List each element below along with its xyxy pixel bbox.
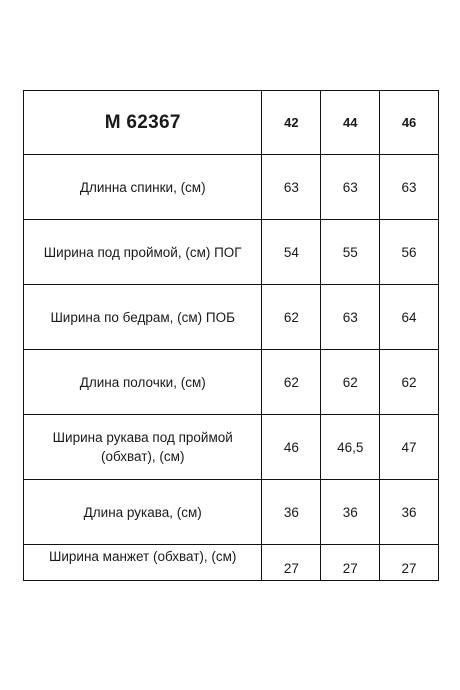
value-cell: 56 [380, 220, 439, 285]
table-row [24, 350, 439, 415]
row-label-sleeve-length: Длина рукава, (см) [24, 480, 262, 545]
value-cell: 62 [321, 350, 380, 415]
value-cell: 27 [321, 545, 380, 581]
table-header-row [24, 91, 439, 155]
row-label-front-length: Длина полочки, (см) [24, 350, 262, 415]
value-cell: 36 [321, 480, 380, 545]
size-chart-table [23, 90, 439, 581]
row-label-hip-width: Ширина по бедрам, (см) ПОБ [24, 285, 262, 350]
table-row [24, 285, 439, 350]
value-cell: 62 [380, 350, 439, 415]
value-cell: 62 [262, 285, 321, 350]
value-cell: 55 [321, 220, 380, 285]
value-cell: 62 [262, 350, 321, 415]
value-cell: 54 [262, 220, 321, 285]
table-row [24, 155, 439, 220]
value-cell: 63 [321, 155, 380, 220]
value-cell: 36 [262, 480, 321, 545]
row-label-back-length: Длинна спинки, (см) [24, 155, 262, 220]
row-label-chest-width: Ширина под проймой, (см) ПОГ [24, 220, 262, 285]
value-cell: 46 [262, 415, 321, 480]
size-header-42: 42 [262, 91, 321, 155]
table-row [24, 480, 439, 545]
value-cell: 27 [380, 545, 439, 581]
table-row [24, 545, 439, 581]
value-cell: 27 [262, 545, 321, 581]
size-header-46: 46 [380, 91, 439, 155]
value-cell: 46,5 [321, 415, 380, 480]
model-number: M 62367 [24, 91, 262, 155]
row-label-cuff-width: Ширина манжет (обхват), (см) [24, 545, 262, 581]
value-cell: 36 [380, 480, 439, 545]
table-row [24, 220, 439, 285]
value-cell: 47 [380, 415, 439, 480]
row-label-sleeve-width: Ширина рукава под проймой (обхват), (см) [24, 415, 262, 480]
size-header-44: 44 [321, 91, 380, 155]
value-cell: 63 [321, 285, 380, 350]
value-cell: 64 [380, 285, 439, 350]
table-row [24, 415, 439, 480]
value-cell: 63 [262, 155, 321, 220]
value-cell: 63 [380, 155, 439, 220]
